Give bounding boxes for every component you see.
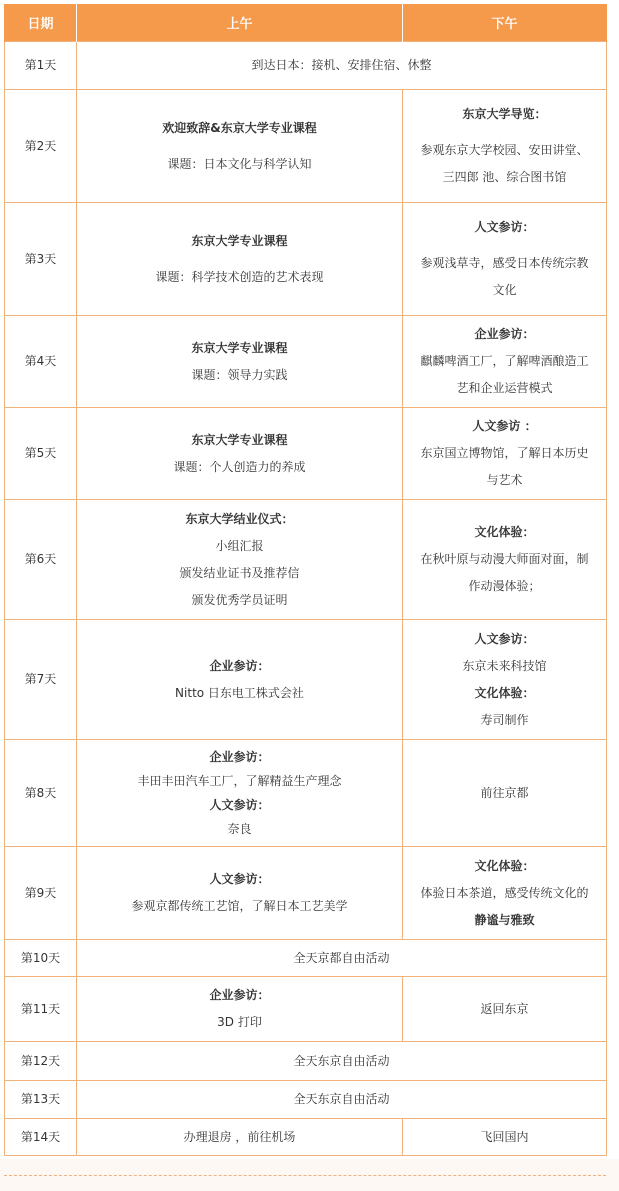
pm-title: 文化体验： [474,685,535,700]
am-title: 人文参访： [209,872,270,886]
am-line: 3D 打印 [217,1015,262,1029]
day-label: 第14天 [5,1119,77,1156]
pm-line: 文化 [492,283,517,297]
pm-line: 东京未来科技馆 [462,658,547,673]
am-title: 人文参访： [209,798,270,812]
am-line: 颁发优秀学员证明 [191,592,288,607]
am-line: 颁发结业证书及推荐信 [179,565,300,580]
full-day-cell: 到达日本：接机、安排住宿、休整 [77,42,607,90]
am-cell [77,203,403,316]
day-label: 第11天 [5,977,77,1042]
day-label: 第3天 [5,203,77,316]
day-label: 第8天 [5,740,77,847]
pm-cell [403,620,607,740]
day-label: 第6天 [5,500,77,620]
table-row-day-10 [5,940,607,977]
am-cell [77,316,403,408]
day-label: 第1天 [5,42,77,90]
pm-cell: 返回东京 [403,977,607,1042]
table-row-day-14 [5,1119,607,1156]
day-label: 第12天 [5,1042,77,1081]
am-cell [77,408,403,500]
am-line: 课题：科学技术创造的艺术表现 [155,269,324,284]
table-row-day-8 [5,740,607,847]
table-row-day-3 [5,203,607,316]
pm-line: 作动漫体验； [468,579,541,593]
itinerary-table-wrapper [4,4,606,1156]
pm-cell: 前往京都 [403,740,607,847]
am-title: 东京大学结业仪式： [185,511,294,526]
pm-cell [403,847,607,940]
am-line: 课题：个人创造力的养成 [173,459,306,474]
table-row-day-9 [5,847,607,940]
day-label: 第9天 [5,847,77,940]
pm-title: 东京大学导览： [462,107,547,121]
full-day-cell: 全天东京自由活动 [77,1042,607,1081]
table-row-day-2 [5,90,607,203]
pm-line: 寿司制作 [480,712,529,727]
am-cell [77,847,403,940]
am-title: 企业参访： [209,750,270,764]
header-day: 日期 [5,4,77,42]
am-title: 东京大学专业课程 [191,340,288,355]
dashed-divider [4,1175,606,1176]
pm-title: 人文参访 ： [472,419,537,433]
am-cell [77,620,403,740]
table-row-day-4 [5,316,607,408]
am-cell [77,977,403,1042]
pm-line: 艺和企业运营模式 [456,381,553,395]
pm-line: 麒麟啤酒工厂，了解啤酒酿造工 [420,354,589,368]
pm-title: 文化体验： [474,858,535,873]
table-row-day-5 [5,408,607,500]
pm-title: 人文参访： [474,631,535,646]
table-row-day-13 [5,1081,607,1119]
header-pm: 下午 [403,4,607,42]
pm-line: 静谧与雅致 [474,912,535,927]
pm-cell: 飞回国内 [403,1119,607,1156]
full-day-cell: 全天东京自由活动 [77,1081,607,1119]
am-cell [77,90,403,203]
pm-cell [403,408,607,500]
day-label: 第7天 [5,620,77,740]
am-line: 奈良 [227,822,252,836]
pm-line: 与艺术 [486,473,523,487]
table-row-day-12 [5,1042,607,1081]
table-row-day-11 [5,977,607,1042]
pm-title: 企业参访： [474,327,535,341]
table-row-day-6 [5,500,607,620]
pm-line: 参观东京大学校园、安田讲堂、 [420,143,589,157]
day-label: 第5天 [5,408,77,500]
pm-cell [403,203,607,316]
day-label: 第4天 [5,316,77,408]
am-title: 企业参访： [209,658,270,673]
day-label: 第10天 [5,940,77,977]
am-cell: 办理退房 ，前往机场 [77,1119,403,1156]
day-label: 第2天 [5,90,77,203]
pm-line: 参观浅草寺，感受日本传统宗教 [420,256,589,270]
am-cell [77,740,403,847]
pm-cell [403,500,607,620]
pm-line: 体验日本茶道，感受传统文化的 [420,885,589,900]
itinerary-table [4,4,607,1156]
pm-title: 文化体验： [474,525,535,539]
table-row-day-1 [5,42,607,90]
table-row-day-7 [5,620,607,740]
pm-cell [403,90,607,203]
am-title: 企业参访： [209,988,270,1002]
pm-line: 在秋叶原与动漫大师面对面，制 [420,552,589,566]
am-title: 东京大学专业课程 [191,233,288,248]
pm-cell [403,316,607,408]
pm-line: 三四郎 池、综合图书馆 [442,170,567,184]
am-line: 参观京都传统工艺馆，了解日本工艺美学 [131,899,348,913]
am-line: Nitto 日东电工株式会社 [175,685,304,700]
am-cell [77,500,403,620]
pm-title: 人文参访： [474,220,535,234]
pm-line: 东京国立博物馆，了解日本历史 [420,446,589,460]
am-title: 东京大学专业课程 [191,432,288,447]
am-title: 欢迎致辞&东京大学专业课程 [162,120,317,135]
full-day-cell: 全天京都自由活动 [77,940,607,977]
day-label: 第13天 [5,1081,77,1119]
am-line: 课题：领导力实践 [191,367,288,382]
am-line: 小组汇报 [215,538,264,553]
am-line: 课题：日本文化与科学认知 [167,156,312,171]
header-am: 上午 [77,4,403,42]
am-line: 丰田丰田汽车工厂，了解精益生产理念 [137,774,342,788]
table-header-row [5,4,607,42]
